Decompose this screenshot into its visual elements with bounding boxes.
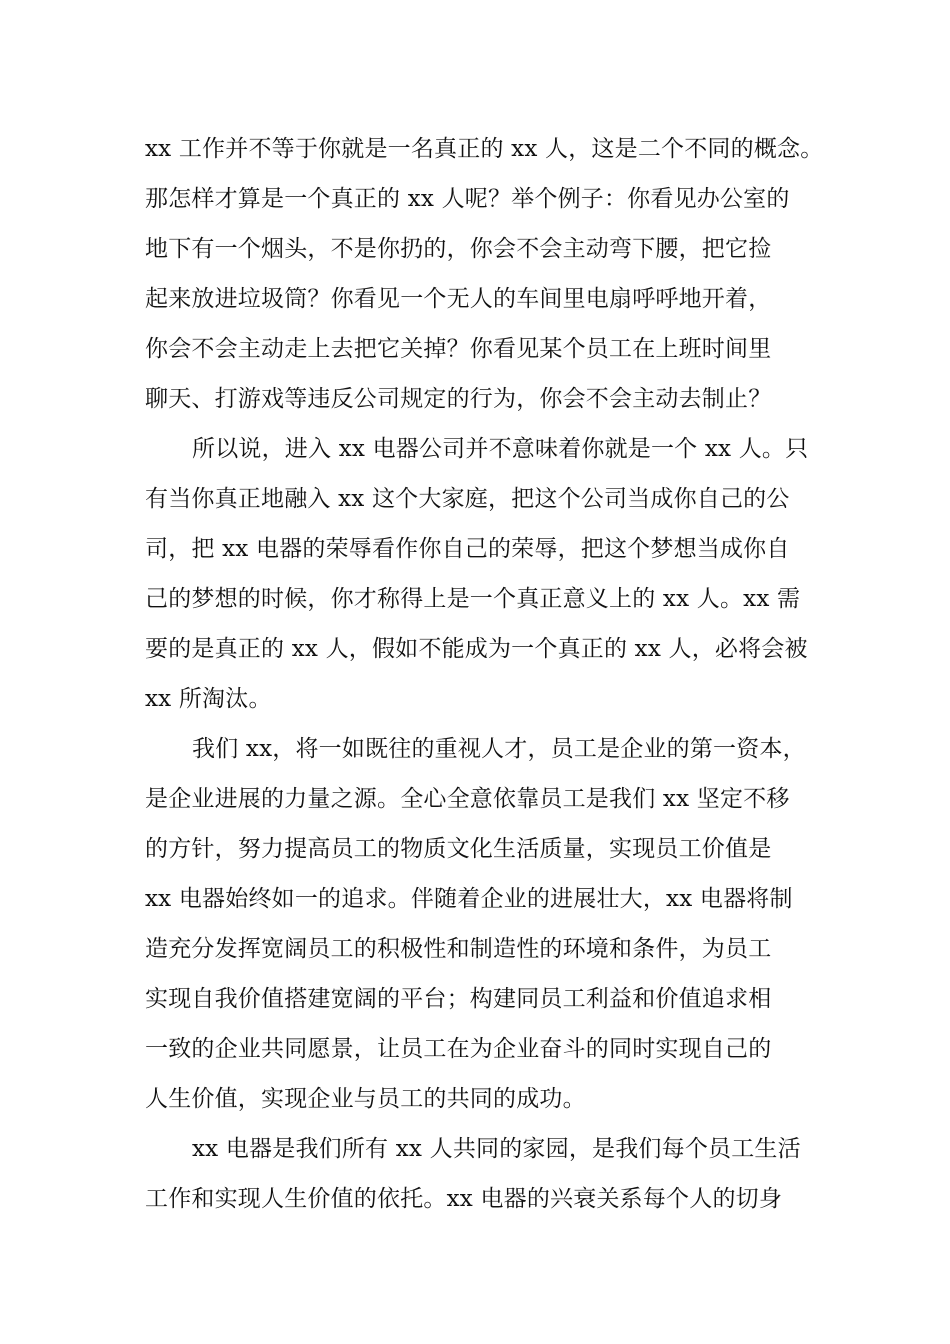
text-line: xx 所淘汰。 (145, 686, 272, 712)
text-line: 一致的企业共同愿景，让员工在为企业奋斗的同时实现自己的 (145, 1036, 772, 1062)
text-line: 那怎样才算是一个真正的 xx 人呢？举个例子：你看见办公室的 (145, 186, 790, 212)
text-line: 实现自我价值搭建宽阔的平台；构建同员工利益和价值追求相 (145, 986, 772, 1012)
text-line: 造充分发挥宽阔员工的积极性和制造性的环境和条件，为员工 (145, 936, 772, 962)
text-line: 聊天、打游戏等违反公司规定的行为，你会不会主动去制止？ (145, 386, 772, 412)
text-line: 人生价值，实现企业与员工的共同的成功。 (145, 1086, 586, 1112)
paragraph-first-line: 我们 xx，将一如既往的重视人才，员工是企业的第一资本， (192, 736, 806, 762)
paragraph-first-line: xx 电器是我们所有 xx 人共同的家园，是我们每个员工生活 (192, 1136, 801, 1162)
text-line: xx 工作并不等于你就是一名真正的 xx 人，这是二个不同的概念。 (145, 136, 824, 162)
text-line: 你会不会主动走上去把它关掉？你看见某个员工在上班时间里 (145, 336, 772, 362)
text-line: 己的梦想的时候，你才称得上是一个真正意义上的 xx 人。xx 需 (145, 586, 801, 612)
text-line: 要的是真正的 xx 人，假如不能成为一个真正的 xx 人，必将会被 (145, 636, 808, 662)
text-line: 有当你真正地融入 xx 这个大家庭，把这个公司当成你自己的公 (145, 486, 790, 512)
text-line: 的方针，努力提高员工的物质文化生活质量，实现员工价值是 (145, 836, 772, 862)
text-line: 工作和实现人生价值的依托。xx 电器的兴衰关系每个人的切身 (145, 1186, 783, 1212)
paragraph-first-line: 所以说，进入 xx 电器公司并不意味着你就是一个 xx 人。只 (192, 436, 809, 462)
text-line: 起来放进垃圾筒？你看见一个无人的车间里电扇呼呼地开着， (145, 286, 772, 312)
text-line: 司，把 xx 电器的荣辱看作你自己的荣辱，把这个梦想当成你自 (145, 536, 790, 562)
text-line: 地下有一个烟头，不是你扔的，你会不会主动弯下腰，把它捡 (145, 236, 772, 262)
text-line: xx 电器始终如一的追求。伴随着企业的进展壮大，xx 电器将制 (145, 886, 793, 912)
text-line: 是企业进展的力量之源。全心全意依靠员工是我们 xx 坚定不移 (145, 786, 790, 812)
